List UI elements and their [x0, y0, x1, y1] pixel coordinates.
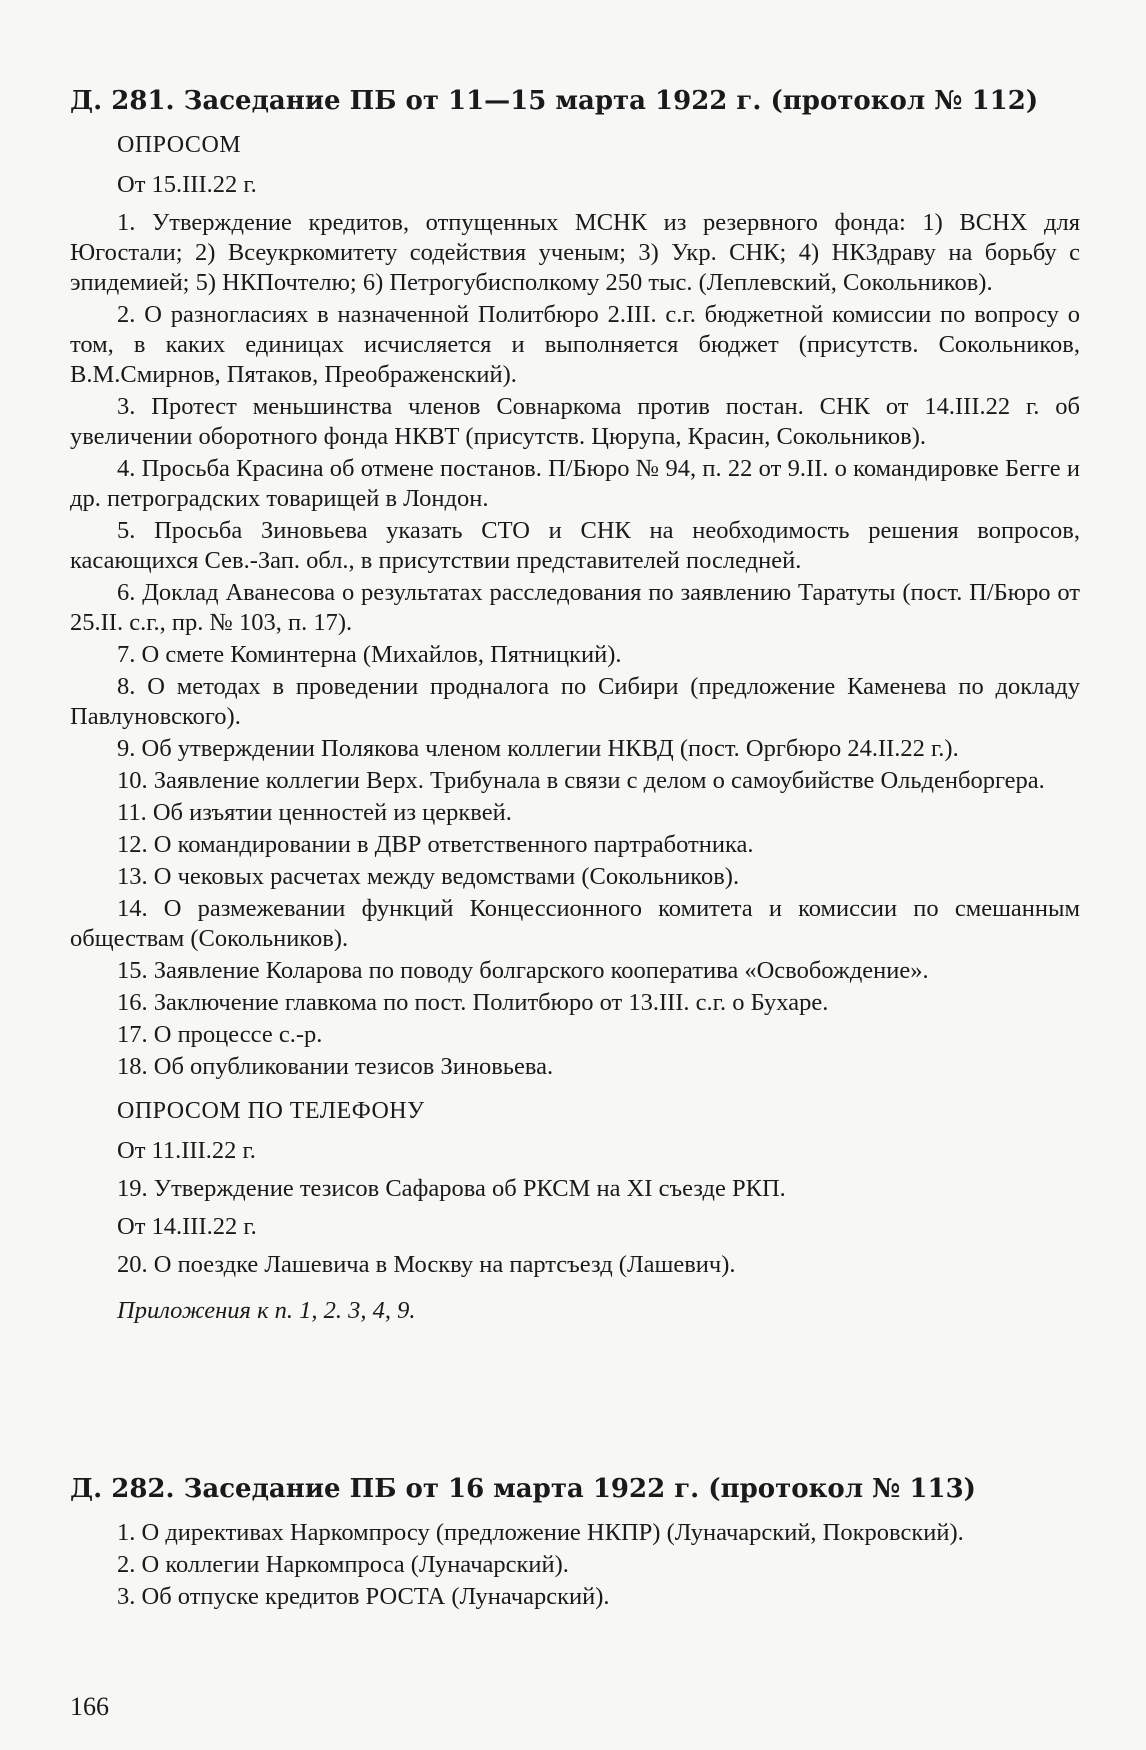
agenda-item: 13. О чековых расчетах между ведомствами (Сокольников). [117, 863, 740, 890]
section-by-phone-poll: ОПРОСОМ ПО ТЕЛЕФОНУ [117, 1098, 425, 1124]
agenda-item: 9. Об утверждении Полякова членом коллегии НКВД (пост. Оргбюро 24.II.22 г.). [117, 735, 959, 762]
agenda-item: 3. Об отпуске кредитов РОСТА (Луначарский). [117, 1583, 610, 1610]
agenda-item: 4. Просьба Красина об отмене постанов. П/Бюро № 94, п. 22 от 9.II. о командировке Бегге и др. петроградских товарищей в Лондон. [70, 455, 1080, 512]
agenda-item: 8. О методах в проведении продналога по Сибири (предложение Каменева по докладу Павлуновского). [70, 673, 1080, 730]
date-line: От 14.III.22 г. [117, 1213, 257, 1240]
document-282-body [70, 1518, 1080, 1614]
agenda-item: 3. Протест меньшинства членов Совнаркома против постан. СНК от 14.III.22 г. об увеличении оборотного фонда НКВТ (присутств. Цюрупа, Красин, Сокольников). [70, 393, 1080, 450]
agenda-item: 15. Заявление Коларова по поводу болгарского кооператива «Освобождение». [117, 957, 929, 984]
agenda-item: 1. Утверждение кредитов, отпущенных МСНК из резервного фонда: 1) ВСНХ для Югостали; 2) Всеукркомитету содействия ученым; 3) Укр. СНК; 4) НКЗдраву на борьбу с эпидемией; 5) НКПочтелю; 6) Петрогубисполкому 250 тыс. (Леплевский, Сокольников). [70, 209, 1080, 296]
document-281-heading: Д. 281. Заседание ПБ от 11—15 марта 1922 г. (протокол № 112) [70, 86, 1039, 116]
document-282-heading: Д. 282. Заседание ПБ от 16 марта 1922 г. (протокол № 113) [70, 1474, 976, 1504]
agenda-item: 17. О процессе с.-р. [117, 1021, 323, 1048]
agenda-item: 16. Заключение главкома по пост. Политбюро от 13.III. с.г. о Бухаре. [117, 989, 829, 1016]
agenda-item: 18. Об опубликовании тезисов Зиновьева. [117, 1053, 554, 1080]
agenda-item: 1. О директивах Наркомпросу (предложение НКПР) (Луначарский, Покровский). [117, 1519, 964, 1546]
agenda-item-20: 20. О поездке Лашевича в Москву на партсъезд (Лашевич). [117, 1251, 736, 1278]
agenda-item: 14. О размежевании функций Концессионного комитета и комиссии по смешанным обществам (Сокольников). [70, 895, 1080, 952]
agenda-item-19: 19. Утверждение тезисов Сафарова об РКСМ на XI съезде РКП. [117, 1175, 786, 1202]
agenda-item: 2. О разногласиях в назначенной Политбюро 2.III. с.г. бюджетной комиссии по вопросу о том, в каких единицах исчисляется и выполняется бюджет (присутств. Сокольников, В.М.Смирнов, Пятаков, Преображенский). [70, 301, 1080, 388]
agenda-item: 7. О смете Коминтерна (Михайлов, Пятницкий). [117, 641, 622, 668]
page-number: 166 [70, 1692, 109, 1721]
document-281-body [70, 130, 1080, 1326]
agenda-item: 2. О коллегии Наркомпроса (Луначарский). [117, 1551, 569, 1578]
date-line: От 11.III.22 г. [117, 1137, 256, 1164]
agenda-item: 6. Доклад Аванесова о результатах расследования по заявлению Таратуты (пост. П/Бюро от 25.II. с.г., пр. № 103, п. 17). [70, 579, 1080, 636]
section-by-poll: ОПРОСОМ [117, 132, 242, 158]
agenda-list [70, 208, 1080, 1082]
agenda-item: 10. Заявление коллегии Верх. Трибунала в связи с делом о самоубийстве Ольденборгера. [117, 767, 1045, 794]
appendix-note: Приложения к п. 1, 2. 3, 4, 9. [117, 1297, 416, 1324]
date-line: От 15.III.22 г. [117, 171, 257, 198]
agenda-item: 11. Об изъятии ценностей из церквей. [117, 799, 512, 826]
agenda-item: 12. О командировании в ДВР ответственного партработника. [117, 831, 754, 858]
agenda-item: 5. Просьба Зиновьева указать СТО и СНК на необходимость решения вопросов, касающихся Сев.-Зап. обл., в присутствии представителей последней. [70, 517, 1080, 574]
